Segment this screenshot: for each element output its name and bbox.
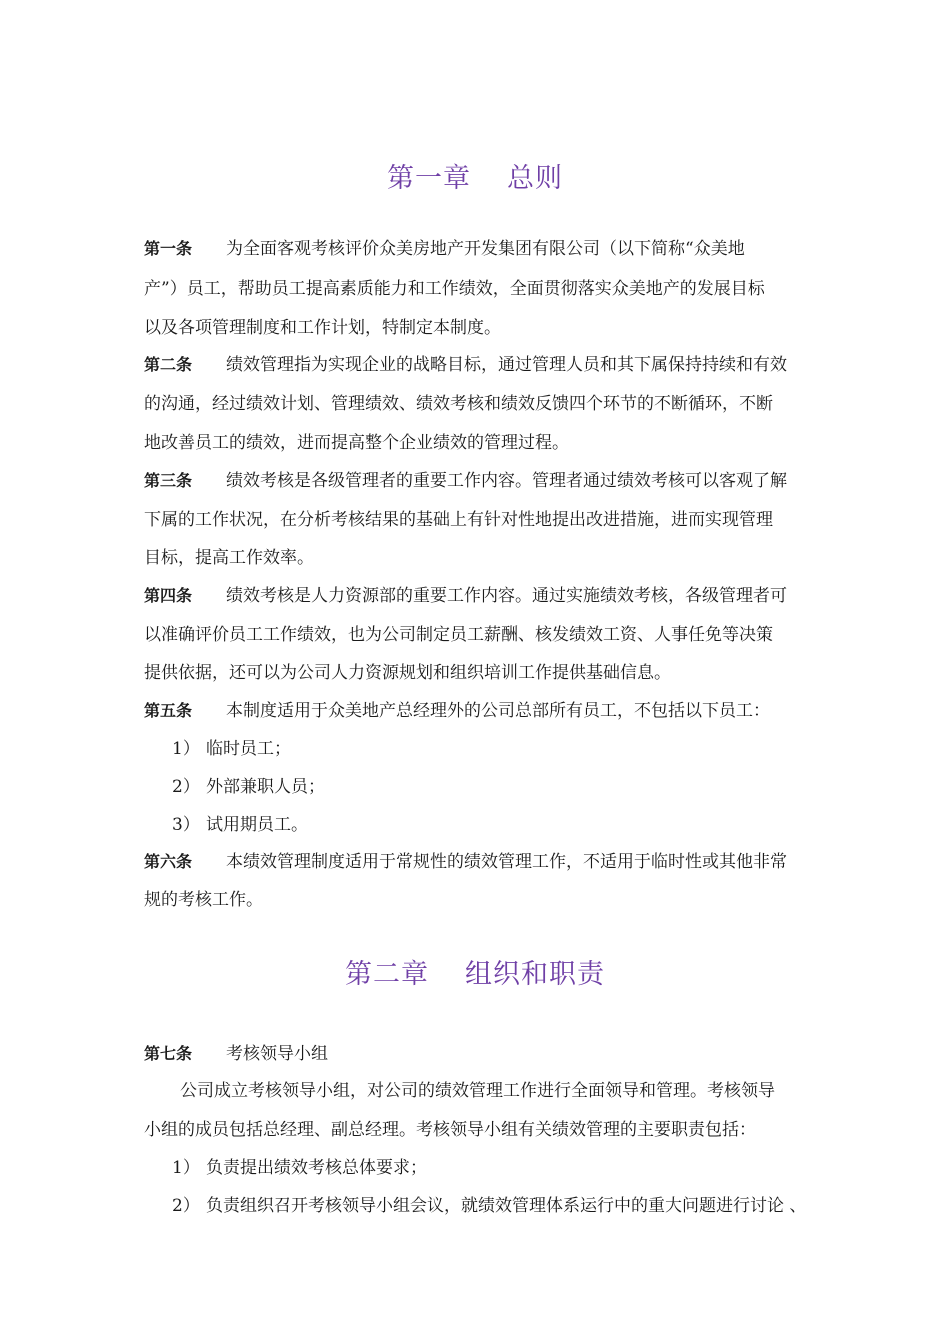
article-4-line-3: 提供依据，还可以为公司人力资源规划和组织培训工作提供基础信息。 — [144, 663, 671, 683]
list-number: 2） — [172, 777, 200, 797]
chapter-2-name: 组织和职责 — [465, 959, 605, 990]
article-7-item-1 — [172, 1157, 427, 1179]
chapter-1-label: 第一章 — [387, 163, 471, 194]
article-4 — [144, 585, 787, 607]
article-7 — [144, 1043, 328, 1065]
article-6-line-1: 本绩效管理制度适用于常规性的绩效管理工作，不适用于临时性或其他非常 — [226, 852, 787, 872]
chapter-1-title — [0, 156, 950, 195]
article-2-line-3: 地改善员工的绩效，进而提高整个企业绩效的管理过程。 — [144, 433, 569, 453]
list-number: 2） — [172, 1196, 200, 1216]
list-item-text: 临时员工； — [206, 739, 291, 759]
article-1-line-2: 产”）员工，帮助员工提高素质能力和工作绩效，全面贯彻落实众美地产的发展目标 — [144, 279, 765, 299]
list-item-text: 负责提出绩效考核总体要求； — [206, 1158, 427, 1178]
article-1-line-1: 为全面客观考核评价众美房地产开发集团有限公司（以下简称“众美地 — [226, 239, 745, 259]
article-1-label: 第一条 — [144, 239, 193, 258]
article-5-item-1 — [172, 738, 291, 760]
article-2-label: 第二条 — [144, 355, 193, 374]
article-5-label: 第五条 — [144, 701, 193, 720]
article-7-line-1: 公司成立考核领导小组，对公司的绩效管理工作进行全面领导和管理。考核领导 — [180, 1081, 775, 1101]
article-2 — [144, 354, 787, 376]
chapter-2-title — [0, 952, 950, 991]
list-number: 3） — [172, 815, 200, 835]
list-number: 1） — [172, 739, 200, 759]
article-2-line-2: 的沟通，经过绩效计划、管理绩效、绩效考核和绩效反馈四个环节的不断循环，不断 — [144, 394, 773, 414]
article-3-label: 第三条 — [144, 471, 193, 490]
list-number: 1） — [172, 1158, 200, 1178]
list-item-text: 负责组织召开考核领导小组会议，就绩效管理体系运行中的重大问题进行讨论 、 — [206, 1196, 807, 1216]
article-3-line-3: 目标，提高工作效率。 — [144, 548, 314, 568]
article-5-line-1: 本制度适用于众美地产总经理外的公司总部所有员工，不包括以下员工： — [226, 701, 770, 721]
article-4-line-1: 绩效考核是人力资源部的重要工作内容。通过实施绩效考核，各级管理者可 — [226, 586, 787, 606]
article-3 — [144, 470, 787, 492]
article-3-line-1: 绩效考核是各级管理者的重要工作内容。管理者通过绩效考核可以客观了解 — [226, 471, 787, 491]
article-4-line-2: 以准确评价员工工作绩效，也为公司制定员工薪酬、核发绩效工资、人事任免等决策 — [144, 625, 773, 645]
article-6-label: 第六条 — [144, 852, 193, 871]
article-7-heading: 考核领导小组 — [226, 1044, 328, 1064]
chapter-2-label: 第二章 — [345, 959, 429, 990]
list-item-text: 试用期员工。 — [206, 815, 308, 835]
article-5-item-2 — [172, 776, 325, 798]
article-7-label: 第七条 — [144, 1044, 193, 1063]
article-1-line-3: 以及各项管理制度和工作计划，特制定本制度。 — [144, 318, 501, 338]
chapter-1-name: 总则 — [507, 163, 563, 194]
article-5-item-3 — [172, 814, 308, 836]
article-1 — [144, 238, 745, 260]
article-4-label: 第四条 — [144, 586, 193, 605]
article-6 — [144, 851, 787, 873]
article-6-line-2: 规的考核工作。 — [144, 890, 263, 910]
article-3-line-2: 下属的工作状况，在分析考核结果的基础上有针对性地提出改进措施，进而实现管理 — [144, 510, 773, 530]
article-7-item-2 — [172, 1195, 806, 1217]
list-item-text: 外部兼职人员； — [206, 777, 325, 797]
article-5 — [144, 700, 770, 722]
article-2-line-1: 绩效管理指为实现企业的战略目标，通过管理人员和其下属保持持续和有效 — [226, 355, 787, 375]
article-7-line-2: 小组的成员包括总经理、副总经理。考核领导小组有关绩效管理的主要职责包括： — [144, 1120, 756, 1140]
